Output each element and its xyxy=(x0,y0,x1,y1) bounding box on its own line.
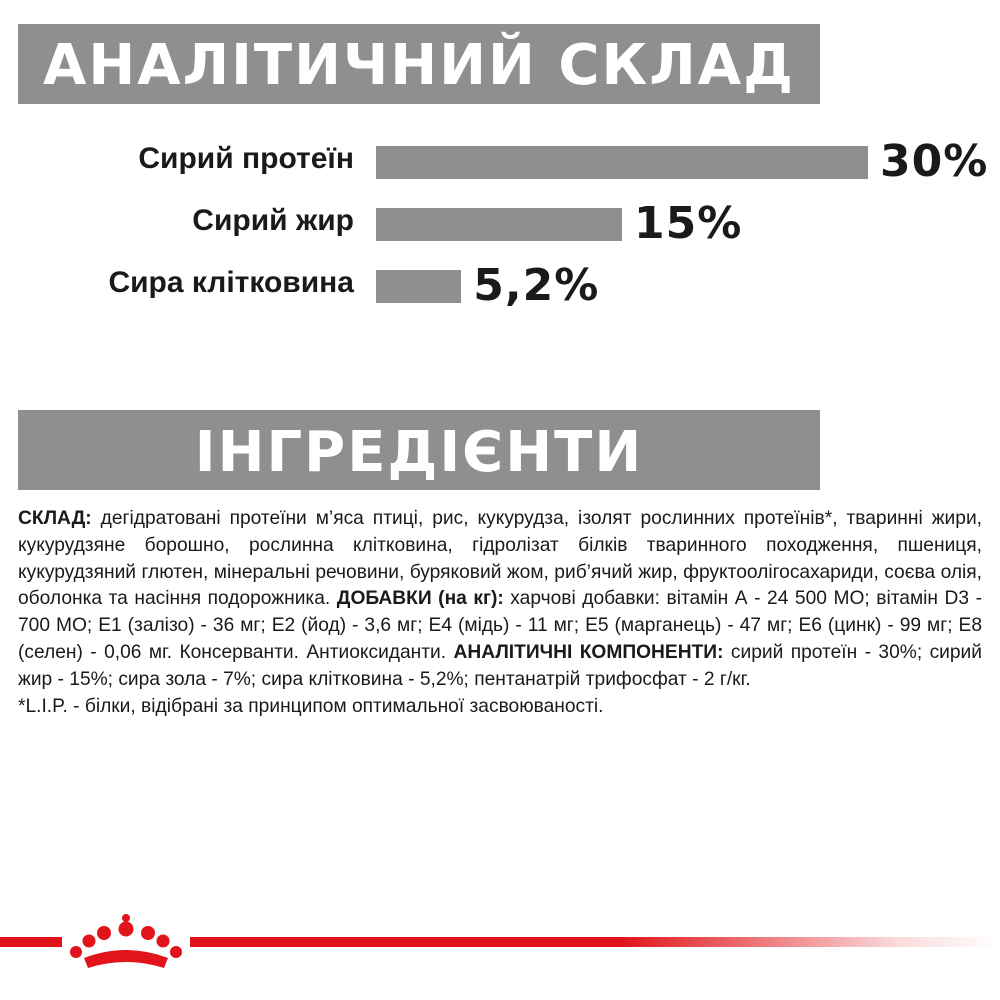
additives-label: ДОБАВКИ (на кг): xyxy=(336,588,504,610)
composition-label: СКЛАД: xyxy=(18,508,92,529)
analytic-composition-banner: АНАЛІТИЧНИЙ СКЛАД xyxy=(18,24,820,104)
bar-value-label: 15% xyxy=(634,198,743,249)
bar xyxy=(376,146,868,179)
bar-value-label: 30% xyxy=(880,136,989,187)
analytic-bar-chart xyxy=(0,130,1000,320)
bar xyxy=(376,270,461,303)
bar-value-label: 5,2% xyxy=(473,260,600,311)
bar xyxy=(376,208,622,241)
bar-label: Сирий протеїн xyxy=(138,142,354,175)
crown-icon xyxy=(62,912,190,974)
analytic-components-label: АНАЛІТИЧНІ КОМПОНЕНТИ: xyxy=(453,641,724,663)
additives-text: харчові добавки: вітамін А - 24 500 МО; вітамін D3 - 700 МО; Е1 (залізо) - 36 мг; Е2 (йод) - 3,6 мг; Е4 (мідь) - 11 мг; Е5 (марганець) - 47 мг; Е6 (цинк) - 99 мг; Е8 (селен) - 0,06 мг. Консерванти. Антиоксиданти. xyxy=(18,588,982,663)
footnote: *L.I.P. - білки, відібрані за принципом оптимальної засвоюваності. xyxy=(18,695,604,717)
bar-label: Сирий жир xyxy=(192,204,354,237)
bar-label: Сира клітковина xyxy=(108,266,354,299)
ingredients-banner: ІНГРЕДІЄНТИ xyxy=(18,410,820,490)
ingredients-text xyxy=(18,506,982,720)
analytic-components-text: сирий протеїн - 30%; сирий жир - 15%; сира зола - 7%; сира клітковина - 5,2%; пентанатрій трифосфат - 2 г/кг. xyxy=(18,641,982,690)
composition-text: дегідратовані протеїни м’яса птиці, рис, кукурудза, ізолят рослинних протеїнів*, тваринні жири, кукурудзяне борошно, рослинна клітковина, гідролізат білків тваринного походження, пшениця, кукурудзяний глютен, мінеральні речовини, буряковий жом, риб’ячий жир, фруктоолігосахариди, соєва олія, оболонка та насіння подорожника. xyxy=(18,508,982,610)
ingredients-paragraph xyxy=(18,506,982,694)
